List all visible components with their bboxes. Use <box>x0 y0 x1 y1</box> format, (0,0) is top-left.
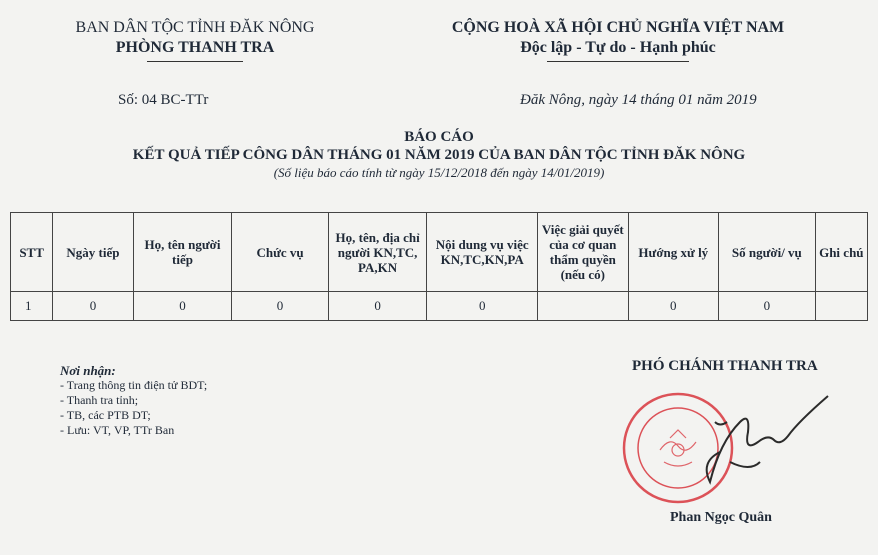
header-cell: STT <box>11 213 53 292</box>
table-cell: 0 <box>232 292 329 321</box>
report-title: BÁO CÁO <box>404 129 474 145</box>
header-cell: Việc giải quyết của cơ quan thẩm quyền (nếu có) <box>538 213 629 292</box>
document-number: Số: 04 BC-TTr <box>118 92 209 108</box>
header-cell: Số người/ vụ <box>719 213 816 292</box>
table-cell <box>815 292 867 321</box>
agency-block <box>70 18 320 62</box>
recipients-block <box>60 363 207 438</box>
report-period-note: (Số liệu báo cáo tính từ ngày 15/12/2018 đến ngày 14/01/2019) <box>273 165 605 180</box>
table-cell: 0 <box>53 292 133 321</box>
table-header-row <box>11 213 868 292</box>
table-cell <box>538 292 629 321</box>
recipient-item: - Trang thông tin điện tử BDT; <box>60 378 208 392</box>
department-name: PHÒNG THANH TRA <box>115 39 275 56</box>
document-date: Đăk Nông, ngày 14 tháng 01 năm 2019 <box>520 92 757 108</box>
header-cell: Chức vụ <box>232 213 329 292</box>
recipient-item: - TB, các PTB DT; <box>60 408 151 422</box>
table-cell: 0 <box>719 292 816 321</box>
header-cell: Nội dung vụ việc KN,TC,KN,PA <box>427 213 538 292</box>
header-cell: Họ, tên, địa chỉ người KN,TC, PA,KN <box>328 213 427 292</box>
national-motto: Độc lập - Tự do - Hạnh phúc <box>520 39 716 56</box>
header-cell: Họ, tên người tiếp <box>133 213 232 292</box>
agency-underline <box>147 61 243 62</box>
handwritten-signature <box>660 382 830 502</box>
header-cell: Ngày tiếp <box>53 213 133 292</box>
recipient-item: - Thanh tra tỉnh; <box>60 393 139 407</box>
table-cell: 0 <box>628 292 719 321</box>
report-subtitle: KẾT QUẢ TIẾP CÔNG DÂN THÁNG 01 NĂM 2019 CỦA BAN DÂN TỘC TỈNH ĐĂK NÔNG <box>132 147 746 163</box>
table-cell: 0 <box>133 292 232 321</box>
table-cell: 1 <box>11 292 53 321</box>
national-title: CỘNG HOÀ XÃ HỘI CHỦ NGHĨA VIỆT NAM <box>451 19 785 36</box>
table-cell: 0 <box>427 292 538 321</box>
table-row <box>11 292 868 321</box>
motto-underline <box>547 61 689 62</box>
agency-name: BAN DÂN TỘC TỈNH ĐĂK NÔNG <box>75 19 315 36</box>
recipients-heading: Nơi nhận: <box>60 363 116 378</box>
report-title-block <box>0 128 878 182</box>
signer-title: PHÓ CHÁNH THANH TRA <box>632 358 818 374</box>
header-cell: Ghi chú <box>815 213 867 292</box>
table-cell: 0 <box>328 292 427 321</box>
header-cell: Hướng xử lý <box>628 213 719 292</box>
recipient-item: - Lưu: VT, VP, TTr Ban <box>60 423 175 437</box>
national-header <box>438 18 798 62</box>
signer-name: Phan Ngọc Quân <box>670 510 772 525</box>
report-table <box>10 212 868 321</box>
